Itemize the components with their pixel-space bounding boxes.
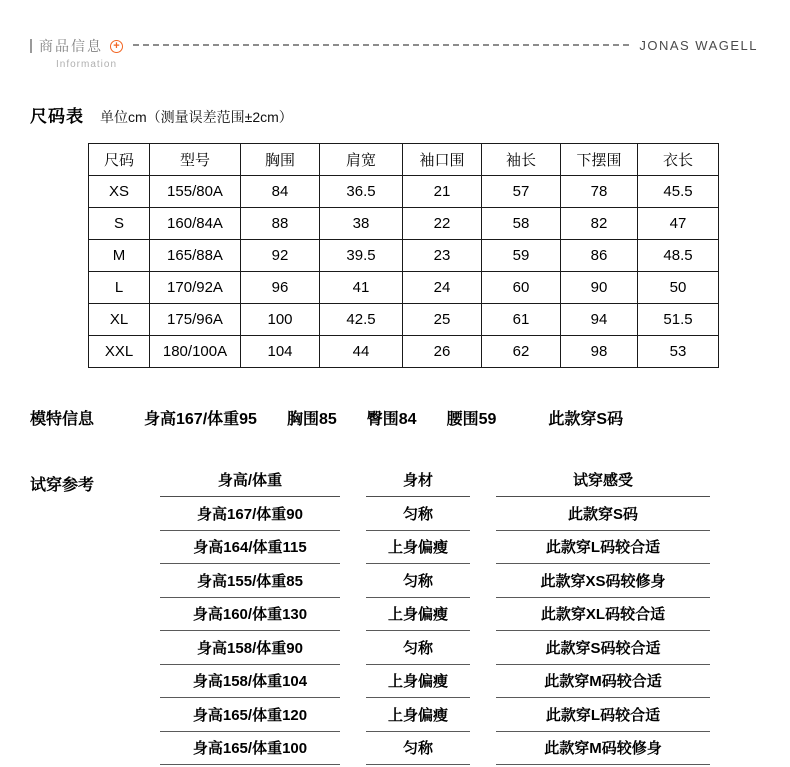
table-cell: 88 [241, 208, 320, 240]
table-row [89, 208, 719, 240]
table-row [89, 336, 719, 368]
table-cell: 53 [638, 336, 719, 368]
table-cell: 45.5 [638, 176, 719, 208]
column-header: 肩宽 [320, 144, 403, 176]
size-chart-table-body [89, 176, 719, 368]
plus-icon: + [110, 40, 123, 53]
table-cell: 42.5 [320, 304, 403, 336]
model-info-section [30, 406, 758, 429]
table-row [89, 304, 719, 336]
table-cell: 此款穿L码较合适 [496, 698, 710, 732]
table-cell: 92 [241, 240, 320, 272]
table-cell: L [89, 272, 150, 304]
fitting-reference-section [30, 463, 758, 765]
dashed-divider [133, 44, 629, 46]
table-cell: 此款穿S码 [496, 497, 710, 531]
table-cell: XL [89, 304, 150, 336]
table-cell: 90 [561, 272, 638, 304]
table-cell: 24 [403, 272, 482, 304]
table-row [160, 631, 710, 665]
table-cell: S [89, 208, 150, 240]
model-info-item: 腰围59 [446, 411, 497, 428]
title-line [30, 36, 123, 56]
table-cell: 上身偏瘦 [366, 698, 470, 732]
table-cell: 38 [320, 208, 403, 240]
column-header: 尺码 [89, 144, 150, 176]
table-cell: 100 [241, 304, 320, 336]
table-cell: 36.5 [320, 176, 403, 208]
title-block [30, 36, 123, 70]
fitting-reference-table [134, 463, 736, 765]
table-cell: 155/80A [150, 176, 241, 208]
size-chart-table-head [89, 144, 719, 176]
table-row [89, 240, 719, 272]
table-cell: 48.5 [638, 240, 719, 272]
column-header: 胸围 [241, 144, 320, 176]
table-cell: 此款穿XL码较合适 [496, 598, 710, 632]
table-cell: 身高165/体重100 [160, 732, 340, 766]
table-row [160, 598, 710, 632]
table-cell: 身高155/体重85 [160, 564, 340, 598]
column-header: 衣长 [638, 144, 719, 176]
table-cell: XS [89, 176, 150, 208]
column-header: 试穿感受 [496, 463, 710, 497]
size-chart-heading [30, 102, 758, 127]
size-chart-title: 尺码表 [30, 107, 84, 126]
table-cell: 26 [403, 336, 482, 368]
table-cell: 此款穿S码较合适 [496, 631, 710, 665]
table-cell: 22 [403, 208, 482, 240]
model-info-item: 臀围84 [366, 411, 417, 428]
section-header [30, 0, 758, 70]
model-info-item: 此款穿S码 [548, 411, 624, 428]
column-header: 袖长 [482, 144, 561, 176]
fitting-reference-title: 试穿参考 [30, 477, 95, 494]
table-cell: 78 [561, 176, 638, 208]
table-cell: 175/96A [150, 304, 241, 336]
table-cell: 180/100A [150, 336, 241, 368]
table-cell: 60 [482, 272, 561, 304]
table-cell: 84 [241, 176, 320, 208]
table-row [89, 176, 719, 208]
table-cell: 此款穿L码较合适 [496, 531, 710, 565]
table-cell: 身高164/体重115 [160, 531, 340, 565]
table-row [160, 564, 710, 598]
table-cell: 上身偏瘦 [366, 598, 470, 632]
table-cell: 98 [561, 336, 638, 368]
table-cell: 62 [482, 336, 561, 368]
table-cell: 21 [403, 176, 482, 208]
table-cell: 170/92A [150, 272, 241, 304]
table-cell: 身高158/体重104 [160, 665, 340, 699]
table-cell: 上身偏瘦 [366, 665, 470, 699]
table-cell: M [89, 240, 150, 272]
table-cell: 39.5 [320, 240, 403, 272]
table-cell: 50 [638, 272, 719, 304]
table-row [89, 272, 719, 304]
brand-name: JONAS WAGELL [639, 38, 758, 53]
table-cell: 44 [320, 336, 403, 368]
table-cell: 104 [241, 336, 320, 368]
size-chart-header-row [89, 144, 719, 176]
table-cell: 身高160/体重130 [160, 598, 340, 632]
table-cell: 匀称 [366, 732, 470, 766]
model-info-values [144, 406, 623, 429]
column-header: 型号 [150, 144, 241, 176]
table-cell: 匀称 [366, 564, 470, 598]
table-row [160, 665, 710, 699]
table-row [160, 732, 710, 766]
table-cell: 此款穿M码较修身 [496, 732, 710, 766]
column-header: 身高/体重 [160, 463, 340, 497]
table-row [160, 698, 710, 732]
table-cell: 41 [320, 272, 403, 304]
table-cell: 此款穿XS码较修身 [496, 564, 710, 598]
table-cell: 身高167/体重90 [160, 497, 340, 531]
table-cell: XXL [89, 336, 150, 368]
table-cell: 47 [638, 208, 719, 240]
model-info-title: 模特信息 [30, 411, 95, 428]
table-cell: 身高165/体重120 [160, 698, 340, 732]
table-cell: 165/88A [150, 240, 241, 272]
table-cell: 51.5 [638, 304, 719, 336]
page-title: 商品信息 [39, 38, 103, 54]
table-cell: 匀称 [366, 497, 470, 531]
fitting-table-body [160, 497, 710, 765]
title-divider [30, 39, 32, 53]
column-header: 袖口围 [403, 144, 482, 176]
fitting-header-row [160, 463, 710, 497]
table-cell: 58 [482, 208, 561, 240]
table-cell: 25 [403, 304, 482, 336]
column-header: 身材 [366, 463, 470, 497]
table-cell: 匀称 [366, 631, 470, 665]
size-chart-unit-note: 单位cm（测量误差范围±2cm） [100, 109, 293, 125]
table-cell: 94 [561, 304, 638, 336]
table-cell: 23 [403, 240, 482, 272]
table-cell: 160/84A [150, 208, 241, 240]
table-cell: 86 [561, 240, 638, 272]
table-cell: 96 [241, 272, 320, 304]
table-row [160, 497, 710, 531]
table-row [160, 531, 710, 565]
table-cell: 此款穿M码较合适 [496, 665, 710, 699]
model-info-item: 身高167/体重95 [144, 411, 257, 428]
table-cell: 57 [482, 176, 561, 208]
table-cell: 上身偏瘦 [366, 531, 470, 565]
model-info-item: 胸围85 [286, 411, 337, 428]
table-cell: 身高158/体重90 [160, 631, 340, 665]
column-header: 下摆围 [561, 144, 638, 176]
fitting-table-head [160, 463, 710, 497]
table-cell: 61 [482, 304, 561, 336]
page-subtitle: Information [56, 59, 118, 70]
table-cell: 82 [561, 208, 638, 240]
size-chart-table [88, 143, 719, 368]
table-cell: 59 [482, 240, 561, 272]
